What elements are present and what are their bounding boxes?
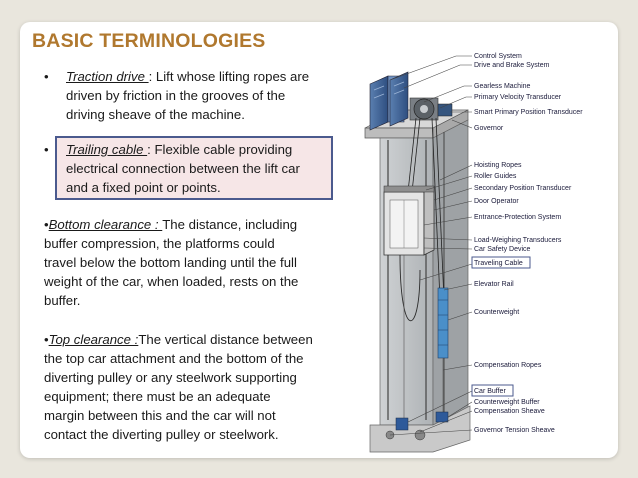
label-drive-brake-system: Drive and Brake System bbox=[474, 62, 550, 69]
definition-line: buffer compression, the platforms could bbox=[44, 236, 275, 251]
definition-line: driving sheave of the machine. bbox=[66, 107, 245, 122]
label-door-operator: Door Operator bbox=[474, 198, 519, 205]
definition-line: weight of the car, when loaded, rests on the bbox=[44, 274, 299, 289]
label-car-buffer: Car Buffer bbox=[474, 388, 506, 395]
label-counterweight: Counterweight bbox=[474, 309, 520, 316]
label-entrance-protection-system: Entrance-Protection System bbox=[474, 214, 562, 221]
label-smart-primary-position-transducer: Smart Primary Position Transducer bbox=[474, 109, 583, 116]
definition-line: diverting pulley or any steelwork supporting bbox=[44, 370, 297, 385]
label-hoisting-ropes: Hoisting Ropes bbox=[474, 162, 522, 169]
bullet-marker: • bbox=[44, 69, 49, 84]
label-traveling-cable: Traveling Cable bbox=[474, 260, 523, 267]
definition-line: Lift whose lifting ropes are bbox=[155, 69, 310, 84]
term-separator: : bbox=[147, 142, 155, 157]
bullet-marker: • bbox=[44, 142, 49, 157]
definition-line: margin between this and the car will not bbox=[44, 408, 276, 423]
term-trailing-cable: Trailing cable bbox=[66, 142, 148, 157]
definition-line: driven by friction in the grooves of the bbox=[66, 88, 286, 103]
label-primary-velocity-transducer: Primary Velocity Transducer bbox=[474, 94, 562, 101]
page-title: BASIC TERMINOLOGIES bbox=[32, 30, 266, 52]
definition-line: The distance, including bbox=[162, 217, 298, 232]
term-bottom-clearance: Bottom clearance : bbox=[48, 217, 163, 232]
label-car-safety-device: Car Safety Device bbox=[474, 246, 531, 253]
label-governor-tension-sheave: Governor Tension Sheave bbox=[474, 427, 555, 434]
label-compensation-sheave: Compensation Sheave bbox=[474, 408, 545, 415]
definition-line: electrical connection between the lift car bbox=[66, 161, 300, 176]
label-counterweight-buffer: Counterweight Buffer bbox=[474, 399, 540, 406]
definition-line: equipment; there must be an adequate bbox=[44, 389, 271, 404]
label-secondary-position-transducer: Secondary Position Transducer bbox=[474, 185, 572, 192]
definition-line: Flexible cable providing bbox=[154, 142, 293, 157]
label-compensation-ropes: Compensation Ropes bbox=[474, 362, 542, 369]
term-traction-drive: Traction drive bbox=[66, 69, 149, 84]
label-elevator-rail: Elevator Rail bbox=[474, 281, 514, 288]
definition-line: contact the diverting pulley or steelwork. bbox=[44, 427, 279, 442]
label-gearless-machine: Gearless Machine bbox=[474, 83, 531, 90]
elevator-diagram bbox=[360, 40, 605, 455]
term-separator: : bbox=[148, 69, 156, 84]
bullet-marker: • bbox=[44, 332, 49, 347]
label-control-system: Control System bbox=[474, 53, 522, 60]
definition-bottom-clearance bbox=[44, 215, 349, 310]
definition-top-clearance bbox=[44, 330, 349, 444]
definition-line: the top car attachment and the bottom of the bbox=[44, 351, 304, 366]
elevator-car bbox=[384, 186, 434, 255]
definition-line: The vertical distance between bbox=[138, 332, 313, 347]
control-cabinet bbox=[370, 72, 408, 130]
definition-line: travel below the bottom landing until the full bbox=[44, 255, 297, 270]
diagram-labels bbox=[474, 53, 583, 434]
definition-line: buffer. bbox=[44, 293, 81, 308]
definition-line: and a fixed point or points. bbox=[66, 180, 221, 195]
label-load-weighing-transducers: Load-Weighing Transducers bbox=[474, 237, 562, 244]
label-governor: Governor bbox=[474, 125, 504, 132]
counterweight bbox=[438, 288, 448, 358]
label-roller-guides: Roller Guides bbox=[474, 173, 517, 180]
bullet-marker: • bbox=[44, 217, 49, 232]
term-top-clearance: Top clearance : bbox=[48, 332, 139, 347]
